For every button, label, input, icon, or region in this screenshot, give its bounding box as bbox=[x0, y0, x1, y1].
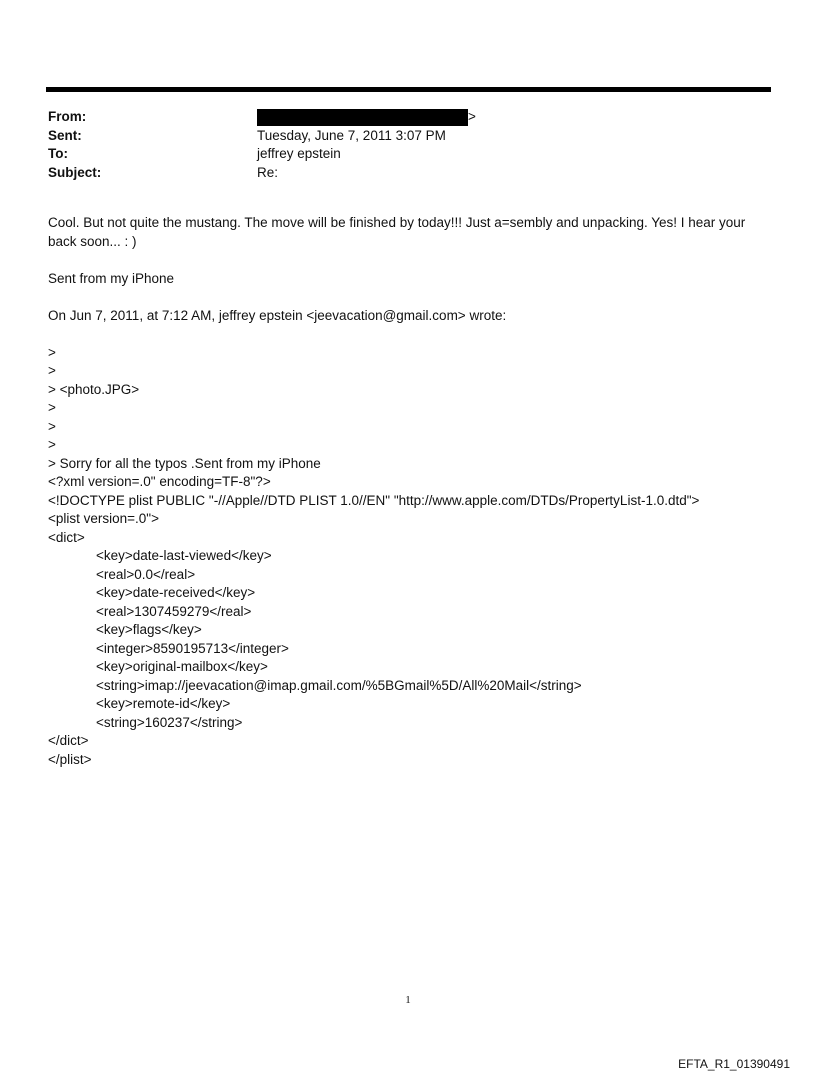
dict-close: </dict> bbox=[48, 733, 89, 748]
quoted-block bbox=[48, 344, 768, 474]
xml-doctype: <!DOCTYPE plist PUBLIC "-//Apple//DTD PLIST 1.0//EN" "http://www.apple.com/DTDs/PropertyList-1.0.dtd"> bbox=[48, 492, 700, 508]
quoted-line: > bbox=[48, 400, 56, 415]
quoted-line: > <photo.JPG> bbox=[48, 381, 140, 397]
quoted-line: > bbox=[48, 363, 56, 378]
dict-entry: <integer>8590195713</integer> bbox=[96, 640, 289, 656]
sent-label: Sent: bbox=[48, 127, 82, 143]
sent-value: Tuesday, June 7, 2011 3:07 PM bbox=[257, 127, 446, 143]
dict-entry: <real>1307459279</real> bbox=[96, 603, 252, 619]
dict-entry: <key>date-last-viewed</key> bbox=[96, 548, 272, 563]
dict-entry: <key>original-mailbox</key> bbox=[96, 659, 268, 674]
dict-entry: <real>0.0</real> bbox=[96, 566, 196, 582]
subject-label: Subject: bbox=[48, 164, 102, 180]
plist-close: </plist> bbox=[48, 751, 92, 767]
quoted-line: > bbox=[48, 437, 56, 452]
page-number: 1 bbox=[405, 994, 411, 1006]
signature: Sent from my iPhone bbox=[48, 270, 175, 286]
email-body bbox=[48, 214, 768, 769]
dict-entry: <string>imap://jeevacation@imap.gmail.com/%5BGmail%5D/All%20Mail</string> bbox=[96, 677, 582, 693]
plist-block bbox=[48, 473, 768, 769]
quote-intro: On Jun 7, 2011, at 7:12 AM, jeffrey epstein <jeevacation@gmail.com> wrote: bbox=[48, 307, 507, 323]
message-line: back soon... : ) bbox=[48, 233, 137, 249]
from-value bbox=[257, 108, 476, 127]
header-divider bbox=[46, 87, 771, 92]
dict-entry: <key>flags</key> bbox=[96, 622, 202, 637]
subject-value: Re: bbox=[257, 164, 279, 180]
message-line: Cool. But not quite the mustang. The move will be finished by today!!! Just a=sembly and unpacking. Yes! I hear your bbox=[48, 215, 746, 230]
quoted-line: > bbox=[48, 344, 56, 360]
dict-entry: <key>remote-id</key> bbox=[96, 696, 231, 711]
dict-open: <dict> bbox=[48, 529, 85, 545]
quoted-line: > bbox=[48, 418, 56, 434]
quoted-line: > Sorry for all the typos .Sent from my iPhone bbox=[48, 455, 321, 471]
plist-open: <plist version=.0"> bbox=[48, 511, 159, 526]
to-value: jeffrey epstein bbox=[257, 146, 341, 161]
bates-number: EFTA_R1_01390491 bbox=[678, 1057, 790, 1071]
from-label: From: bbox=[48, 109, 87, 124]
dict-entry: <string>160237</string> bbox=[96, 714, 243, 730]
redaction-block bbox=[257, 109, 468, 126]
xml-declaration: <?xml version=.0" encoding=TF-8"?> bbox=[48, 474, 271, 489]
message-paragraph bbox=[48, 214, 768, 251]
to-label: To: bbox=[48, 146, 68, 161]
dict-entry: <key>date-received</key> bbox=[96, 585, 256, 600]
from-suffix: > bbox=[468, 109, 476, 124]
